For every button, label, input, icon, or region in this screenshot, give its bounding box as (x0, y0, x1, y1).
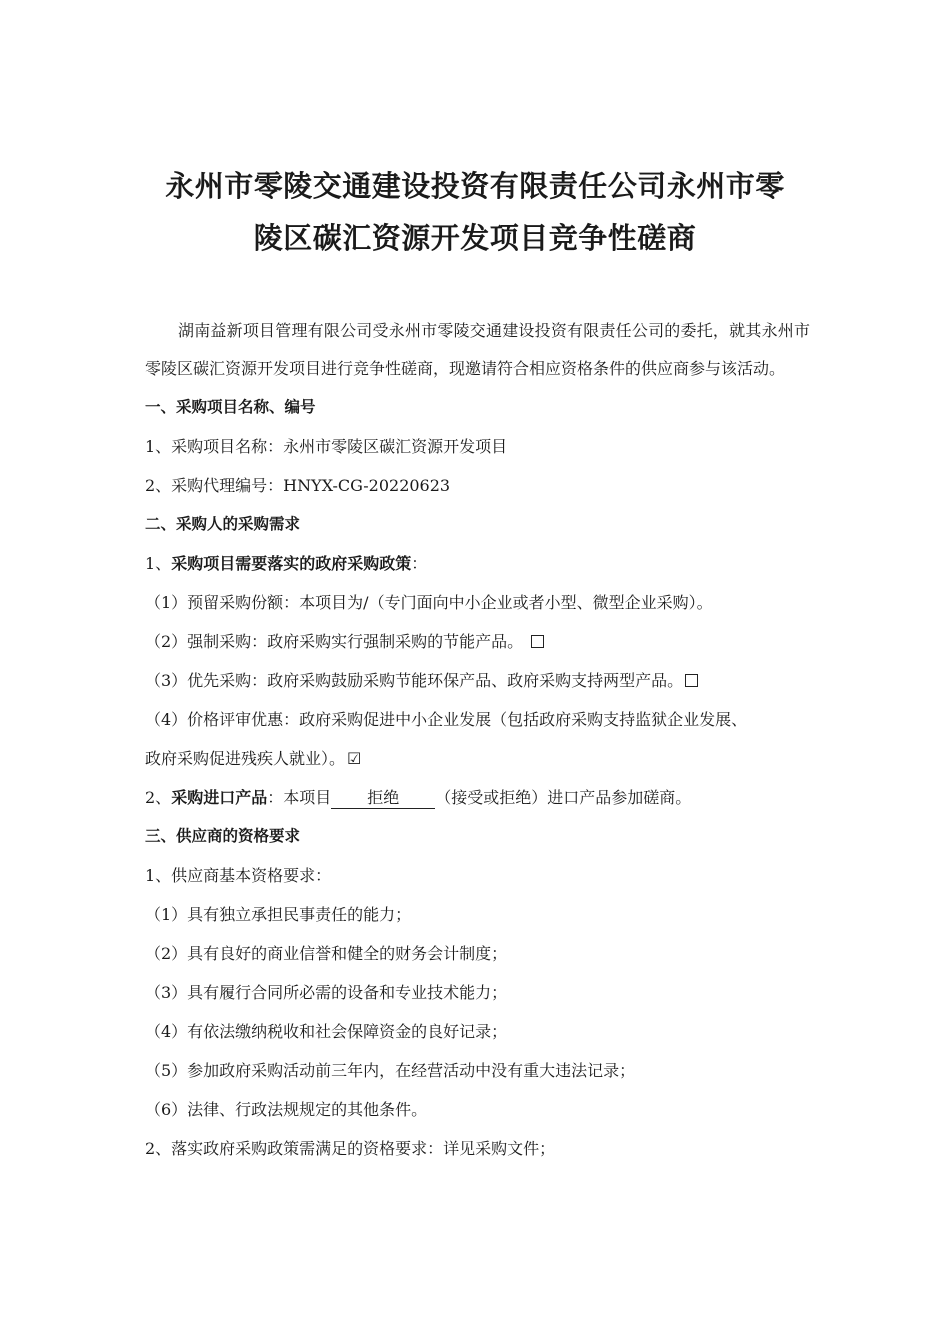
requirement-4: （4）有依法缴纳税收和社会保障资金的良好记录； (145, 1022, 508, 1041)
policy-item-1: （1）预留采购份额：本项目为/（专门面向中小企业或者小型、微型企业采购）。 (145, 593, 713, 612)
policy-label: 采购项目需要落实的政府采购政策 (171, 554, 412, 573)
policy-line (145, 544, 810, 583)
policy-item-4-text: 政府采购促进残疾人就业）。 (145, 749, 346, 768)
section-1-heading: 一、采购项目名称、编号 (145, 398, 316, 416)
empty-checkbox-icon (685, 674, 698, 687)
import-text-1: ：本项目 (267, 788, 332, 807)
policy-item-3-text: （3）优先采购：政府采购鼓励采购节能环保产品、政府采购支持两型产品。 (145, 671, 684, 690)
section-3-heading: 三、供应商的资格要求 (145, 827, 301, 845)
requirement-6: （6）法律、行政法规规定的其他条件。 (145, 1100, 428, 1119)
agency-number: 2、采购代理编号：HNYX-CG-20220623 (145, 476, 451, 495)
import-value-field: 拒绝 (331, 788, 435, 809)
section-2-heading: 二、采购人的采购需求 (145, 515, 301, 533)
empty-checkbox-icon (531, 635, 544, 648)
policy-item-4-line-2 (145, 739, 810, 778)
requirement-5: （5）参加政府采购活动前三年内，在经营活动中没有重大违法记录； (145, 1061, 636, 1080)
policy-requirements: 2、落实政府采购政策需满足的资格要求：详见采购文件； (145, 1139, 556, 1158)
policy-item-4-line-1: （4）价格评审优惠：政府采购促进中小企业发展（包括政府采购支持监狱企业发展、 (145, 710, 748, 729)
policy-suffix: ： (411, 554, 428, 573)
title-line-2: 陵区碳汇资源开发项目竞争性磋商 (253, 221, 697, 255)
import-text-2: （接受或拒绝）进口产品参加磋商。 (435, 788, 692, 807)
title-line-1: 永州市零陵交通建设投资有限责任公司永州市零 (165, 169, 785, 203)
policy-item-2-text: （2）强制采购：政府采购实行强制采购的节能产品。 (145, 632, 524, 651)
policy-prefix: 1、 (145, 554, 172, 573)
requirement-1: （1）具有独立承担民事责任的能力； (145, 905, 412, 924)
policy-item-3 (145, 661, 810, 700)
import-line (145, 778, 810, 817)
document-body (145, 300, 810, 1168)
import-prefix: 2、 (145, 788, 172, 807)
import-label: 采购进口产品 (171, 788, 268, 807)
project-name: 1、采购项目名称：永州市零陵区碳汇资源开发项目 (145, 437, 508, 456)
intro-paragraph: 湖南益新项目管理有限公司受永州市零陵交通建设投资有限责任公司的委托，就其永州市零陵区碳汇资源开发项目进行竞争性磋商，现邀请符合相应资格条件的供应商参与该活动。 (145, 321, 810, 378)
requirement-3: （3）具有履行合同所必需的设备和专业技术能力； (145, 983, 508, 1002)
document-title (100, 160, 850, 264)
basic-requirements: 1、供应商基本资格要求： (145, 866, 332, 885)
checked-checkbox-icon: ☑ (347, 749, 362, 768)
policy-item-2 (145, 622, 810, 661)
requirement-2: （2）具有良好的商业信誉和健全的财务会计制度； (145, 944, 508, 963)
